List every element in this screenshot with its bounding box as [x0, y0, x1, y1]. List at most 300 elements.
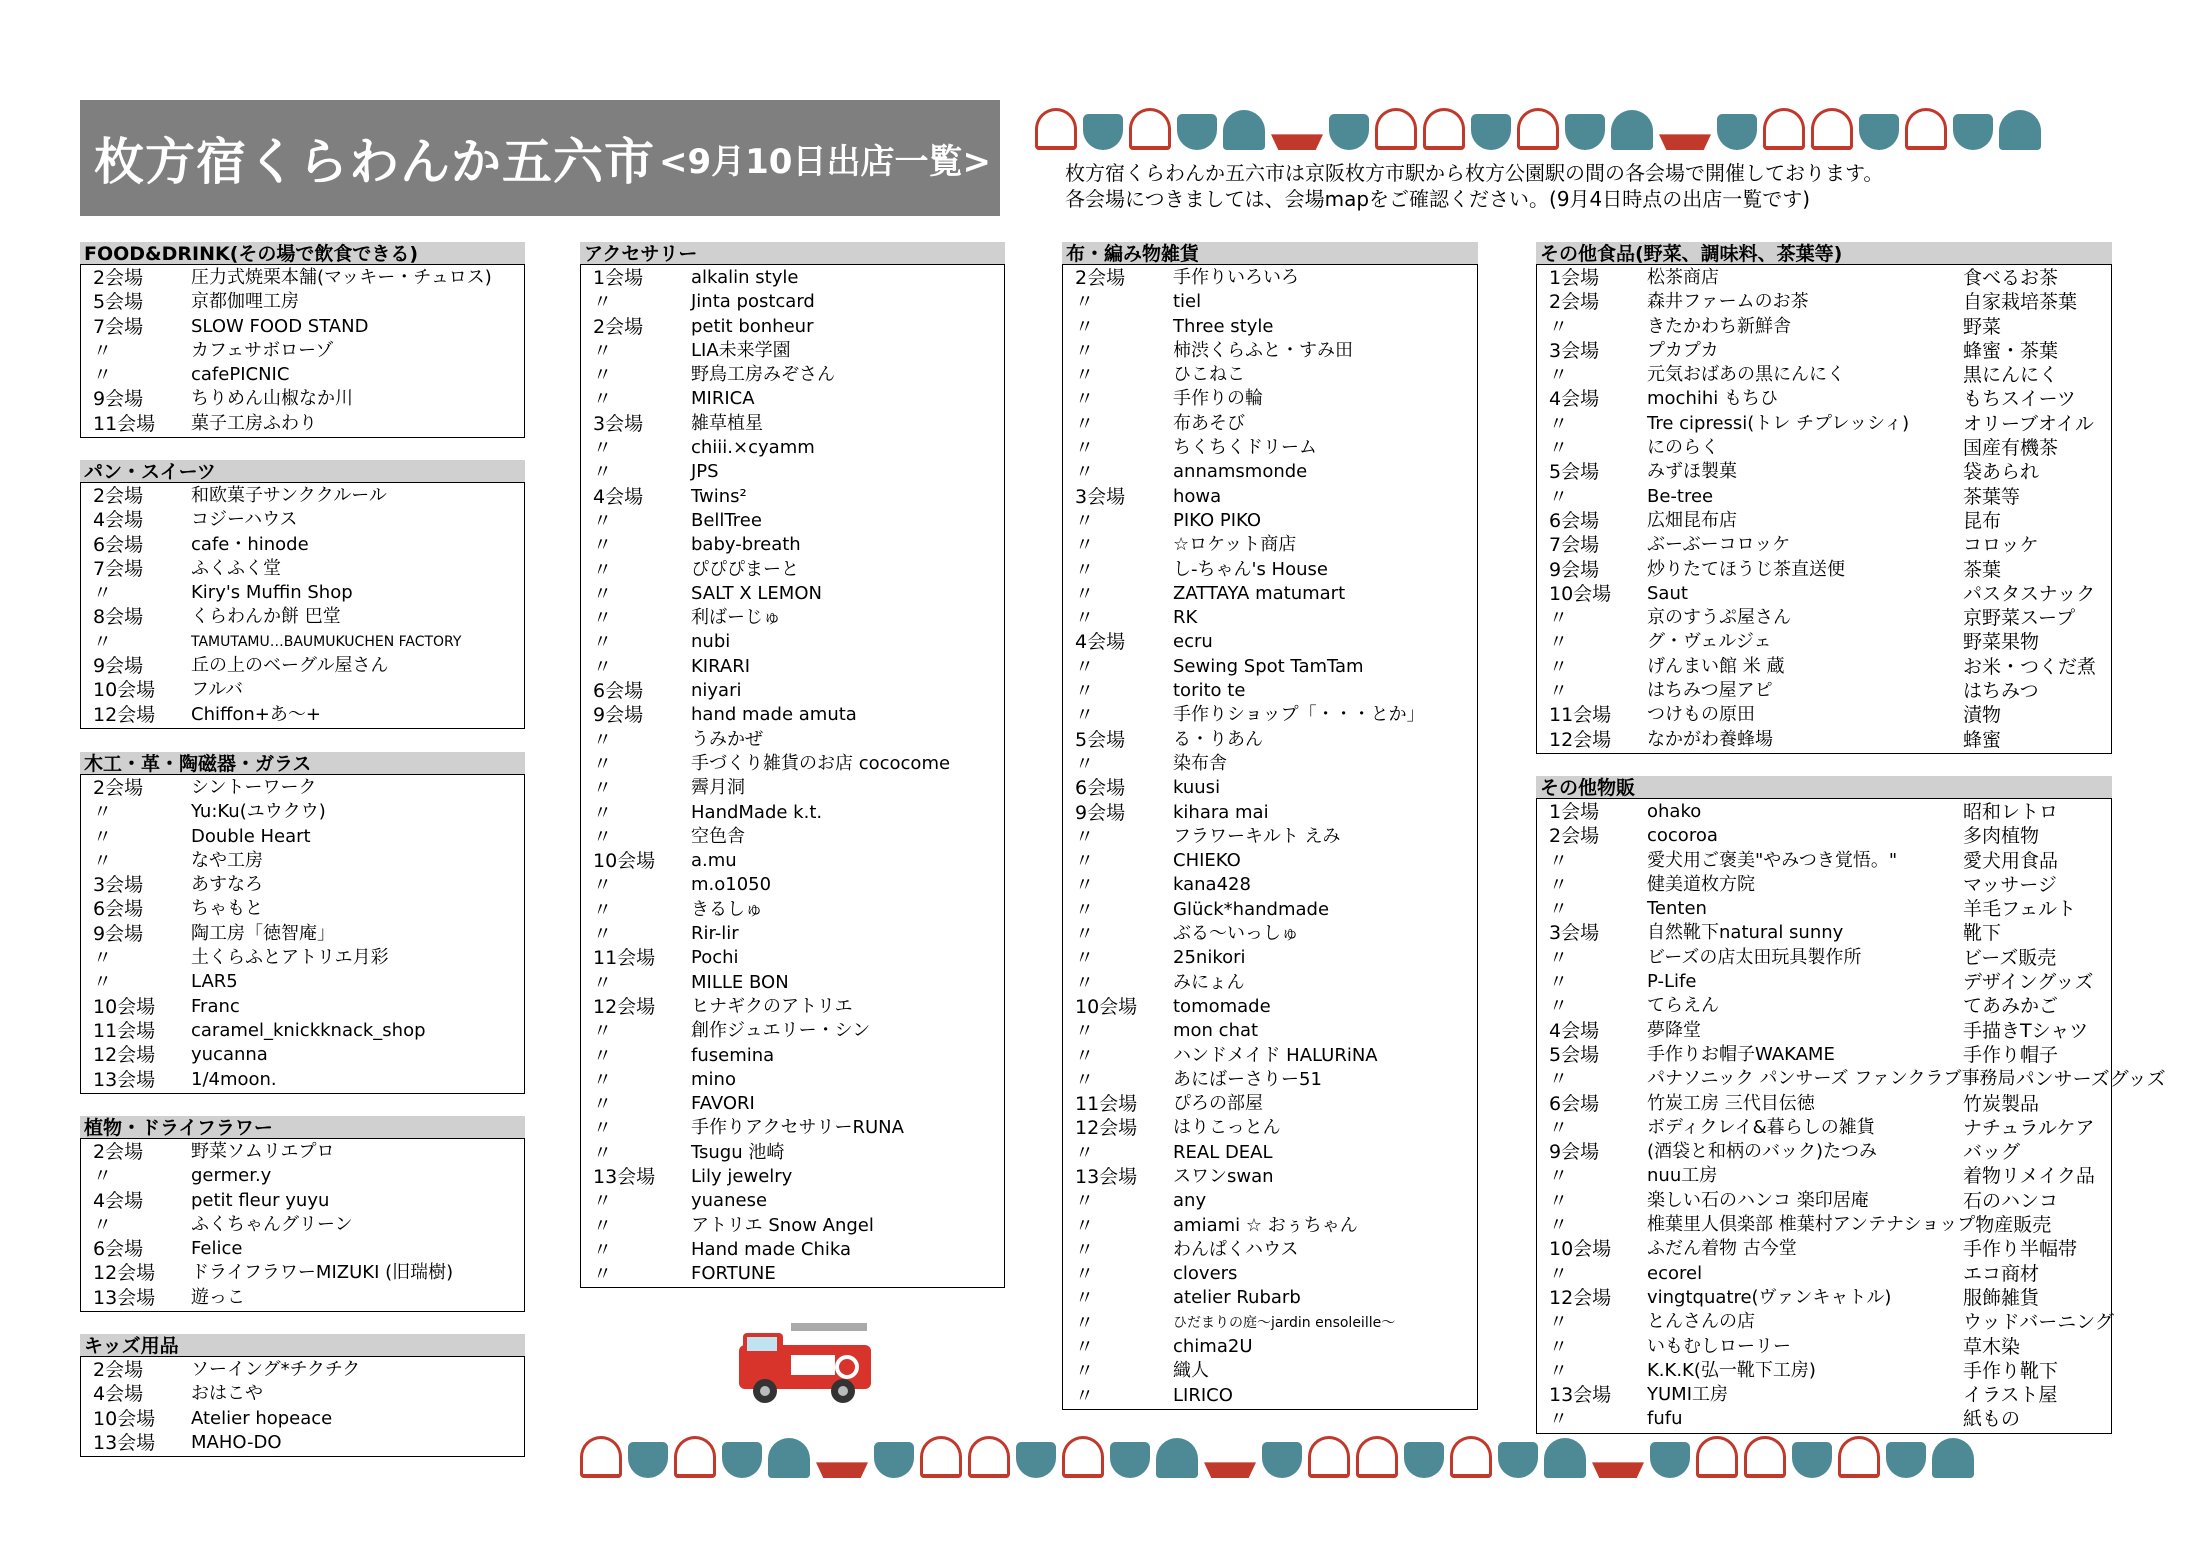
- cup-icon: [1811, 108, 1853, 150]
- list-item: [81, 290, 524, 314]
- list-item: [81, 363, 524, 387]
- list-item: [581, 946, 1004, 970]
- venue-number: 〃: [93, 1213, 113, 1236]
- shop-name: ぴろの部屋: [1173, 1093, 1263, 1115]
- intro-line: 枚方宿くらわんか五六市は京阪枚方市駅から枚方公園駅の間の各会場で開催しております。: [1065, 161, 1884, 185]
- list-item: [1537, 339, 2111, 363]
- venue-number: 6会場: [93, 533, 144, 556]
- venue-number: 〃: [1075, 607, 1095, 630]
- list-item: [1063, 436, 1477, 460]
- item-category: 昭和レトロ: [1963, 801, 2059, 823]
- list-item: [1063, 339, 1477, 363]
- list-item: [1063, 485, 1477, 509]
- shop-name: げんまい館 米 蔵: [1647, 655, 1785, 677]
- shop-name: Be-tree: [1647, 485, 1714, 507]
- shop-name: 健美道枚方院: [1647, 873, 1755, 895]
- shop-name: Twins²: [691, 485, 747, 507]
- list-item: [1537, 1043, 2111, 1067]
- venue-number: 6会場: [1549, 509, 1600, 532]
- shop-name: MAHO-DO: [191, 1431, 282, 1453]
- item-category: イラスト屋: [1963, 1384, 2058, 1407]
- list-item: [581, 339, 1004, 363]
- list-item: [1063, 801, 1477, 825]
- shop-name: KIRARI: [691, 655, 751, 677]
- list-item: [1063, 776, 1477, 800]
- list-item: [1537, 849, 2111, 873]
- item-category: お米・つくだ煮: [1963, 655, 2097, 678]
- shop-name: 利ばーじゅ: [691, 607, 781, 629]
- shop-name: 野菜ソムリエプロ: [191, 1141, 335, 1162]
- shop-name: germer.y: [191, 1165, 272, 1187]
- list-item: [1537, 655, 2111, 679]
- venue-number: 〃: [1075, 1287, 1095, 1310]
- item-category: 蜂蜜: [1963, 728, 2002, 751]
- venue-number: 9会場: [93, 388, 144, 411]
- list-item: [81, 412, 524, 436]
- shop-name: みずほ製菓: [1647, 461, 1737, 483]
- list-item: [1537, 460, 2111, 484]
- list-item: [581, 582, 1004, 606]
- shop-name: LAR5: [191, 971, 238, 993]
- list-item: [1063, 1116, 1477, 1140]
- list-item: [81, 266, 524, 290]
- shop-name: ちくちくドリーム: [1173, 437, 1317, 459]
- cup-icon: [1763, 108, 1805, 150]
- list-item: [1537, 558, 2111, 582]
- list-item: [81, 1286, 524, 1310]
- shop-name: atelier Rubarb: [1173, 1287, 1301, 1309]
- shop-name: PIKO PIKO: [1173, 509, 1262, 531]
- venue-number: 2会場: [1549, 825, 1600, 848]
- venue-number: 〃: [593, 1068, 613, 1091]
- list-item: [1063, 290, 1477, 314]
- pot-icon: [1544, 1438, 1586, 1478]
- cup-icon: [1356, 1436, 1398, 1478]
- shop-name: ソーイング*チクチク: [191, 1359, 361, 1380]
- bowl-icon: [1404, 1442, 1444, 1478]
- venue-number: 2会場: [93, 267, 144, 289]
- cup-icon: [674, 1436, 716, 1478]
- list-item: [81, 605, 524, 629]
- shop-name: 愛犬用ご褒美"やみつき覚悟。": [1647, 849, 1898, 871]
- item-category: マッサージ: [1963, 873, 2057, 896]
- venue-number: 〃: [1075, 874, 1095, 897]
- venue-number: 〃: [1075, 923, 1095, 946]
- list-item: [1537, 315, 2111, 339]
- list-item: [81, 1019, 524, 1043]
- item-category: ビーズ販売: [1963, 946, 2057, 969]
- shop-name: Felice: [191, 1238, 243, 1260]
- venue-number: 〃: [593, 1214, 613, 1237]
- shop-name: フルバ: [191, 679, 244, 701]
- venue-number: 4会場: [93, 509, 144, 532]
- list-item: [1063, 995, 1477, 1019]
- item-category: 石のハンコ: [1963, 1189, 2059, 1212]
- list-item: [581, 971, 1004, 995]
- venue-number: 〃: [1075, 388, 1095, 411]
- list-item: [81, 825, 524, 849]
- bowl-icon: [1953, 114, 1993, 150]
- shop-name: なや工房: [191, 849, 263, 871]
- shop-name: 織人: [1173, 1360, 1209, 1382]
- list-item: [581, 533, 1004, 557]
- list-item: [1063, 752, 1477, 776]
- cup-icon: [1450, 1436, 1492, 1478]
- list-item: [1537, 533, 2111, 557]
- shop-name: 手作りアクセサリーRUNA: [691, 1117, 904, 1139]
- shop-name: (酒袋と和柄のバック)たつみ: [1647, 1141, 1878, 1163]
- section-title: FOOD&DRINK(その場で飲食できる): [80, 242, 525, 264]
- list-item: [81, 1043, 524, 1067]
- shop-name: 圧力式焼栗本舗(マッキー・チュロス): [191, 267, 492, 288]
- shop-name: 元気おばあの黒にんにく: [1647, 364, 1845, 386]
- shop-name: chima2U: [1173, 1336, 1253, 1358]
- shop-name: 広畑昆布店: [1647, 509, 1737, 531]
- shop-name: 25nikori: [1173, 947, 1246, 969]
- venue-number: 〃: [1075, 1336, 1095, 1359]
- shop-name: Tsugu 池崎: [691, 1141, 785, 1163]
- list-item: [81, 508, 524, 532]
- list-item: [81, 678, 524, 702]
- list-item: [1063, 1238, 1477, 1262]
- decoration-bottom: [580, 1428, 1974, 1478]
- venue-number: 〃: [1075, 1384, 1095, 1407]
- venue-number: 〃: [1075, 825, 1095, 848]
- item-category: ナチュラルケア: [1963, 1116, 2095, 1139]
- shop-name: LIA未来学園: [691, 339, 791, 361]
- shop-name: 霽月洞: [691, 777, 745, 799]
- list-item: [1063, 1165, 1477, 1189]
- venue-number: 9会場: [93, 922, 144, 945]
- shop-name: スワンswan: [1173, 1165, 1274, 1187]
- venue-number: 10会場: [1549, 582, 1612, 605]
- item-category: 物産販売: [1975, 1214, 2052, 1237]
- venue-number: 〃: [593, 1044, 613, 1067]
- venue-number: 〃: [1075, 412, 1095, 435]
- shop-name: ボディクレイ&暮らしの雑貨: [1647, 1116, 1875, 1138]
- shop-name: Tre cipressi(トレ チプレッシィ): [1647, 412, 1910, 434]
- list-item: [1537, 994, 2111, 1018]
- list-item: [1537, 897, 2111, 921]
- list-item: [81, 339, 524, 363]
- list-item: [81, 897, 524, 921]
- shop-name: あすなろ: [191, 874, 263, 896]
- item-category: オリーブオイル: [1963, 412, 2094, 435]
- shop-name: yucanna: [191, 1044, 268, 1066]
- shop-name: 松茶商店: [1647, 267, 1719, 288]
- list-item: [81, 873, 524, 897]
- bowl-icon: [1650, 1442, 1690, 1478]
- item-category: 野菜: [1963, 315, 2002, 338]
- list-item: [581, 873, 1004, 897]
- shop-name: petit bonheur: [691, 315, 814, 337]
- shop-name: し-ちゃん's House: [1173, 558, 1328, 580]
- item-category: 蜂蜜・茶葉: [1963, 339, 2059, 362]
- section-list: [80, 482, 525, 729]
- cup-icon: [1375, 108, 1417, 150]
- list-item: [1063, 1068, 1477, 1092]
- item-category: 紙もの: [1963, 1408, 2021, 1431]
- shop-name: ハンドメイド HALURiNA: [1173, 1044, 1378, 1066]
- shop-name: ぶーぶーコロッケ: [1647, 534, 1791, 556]
- item-category: 靴下: [1963, 922, 2002, 945]
- venue-number: 〃: [593, 777, 613, 800]
- shop-name: Tenten: [1647, 898, 1707, 920]
- venue-number: 〃: [593, 874, 613, 897]
- venue-number: 〃: [1549, 898, 1569, 921]
- venue-number: 9会場: [93, 655, 144, 678]
- shop-name: 菓子工房ふわり: [191, 412, 317, 434]
- list-item: [1063, 1044, 1477, 1068]
- list-item: [1063, 558, 1477, 582]
- pot-icon: [1156, 1438, 1198, 1478]
- venue-number: 〃: [93, 947, 113, 970]
- list-item: [1537, 606, 2111, 630]
- shop-name: cafePICNIC: [191, 364, 290, 386]
- item-category: 野菜果物: [1963, 631, 2040, 654]
- item-category: 多肉植物: [1963, 825, 2040, 848]
- list-item: [81, 1382, 524, 1406]
- shop-name: 柿渋くらふと・すみ田: [1173, 339, 1353, 361]
- shop-name: 布あそび: [1173, 412, 1245, 434]
- cup-icon: [1423, 108, 1465, 150]
- venue-number: 13会場: [593, 1165, 656, 1188]
- list-item: [1537, 703, 2111, 727]
- pot-icon: [1932, 1438, 1974, 1478]
- item-category: 手作り半幅帯: [1963, 1238, 2078, 1261]
- shop-name: てらえん: [1647, 995, 1719, 1017]
- venue-number: 7会場: [1549, 534, 1600, 557]
- list-item: [81, 533, 524, 557]
- section-title: 木工・革・陶磁器・ガラス: [80, 752, 525, 774]
- cup-icon: [1517, 108, 1559, 150]
- venue-number: 〃: [1075, 1263, 1095, 1286]
- shop-name: ふくちゃんグリーン: [191, 1213, 353, 1235]
- shop-name: 遊っこ: [191, 1286, 245, 1308]
- shop-name: 創作ジュエリー・シン: [691, 1020, 871, 1042]
- item-category: てあみかご: [1963, 995, 2059, 1018]
- venue-number: 〃: [1075, 315, 1095, 338]
- list-item: [581, 1141, 1004, 1165]
- venue-number: 4会場: [1549, 388, 1600, 411]
- item-category: 手描きTシャツ: [1963, 1019, 2089, 1042]
- shop-name: 夢降堂: [1647, 1019, 1701, 1041]
- venue-number: 12会場: [593, 995, 656, 1018]
- list-item: [1537, 1140, 2111, 1164]
- venue-number: 〃: [1549, 1116, 1569, 1139]
- list-item: [1063, 509, 1477, 533]
- venue-number: 〃: [593, 1020, 613, 1043]
- cup-icon: [1129, 108, 1171, 150]
- shop-name: グ・ヴェルジェ: [1647, 631, 1772, 653]
- shop-name: コジーハウス: [191, 509, 298, 531]
- section-list: [80, 774, 525, 1094]
- list-item: [1537, 679, 2111, 703]
- shop-name: Double Heart: [191, 825, 311, 847]
- item-category: パンサーズグッズ: [2015, 1068, 2166, 1091]
- venue-number: 〃: [1075, 291, 1095, 314]
- venue-number: 〃: [1075, 947, 1095, 970]
- cup-icon: [1062, 1436, 1104, 1478]
- venue-number: 〃: [93, 1165, 113, 1188]
- venue-number: 10会場: [593, 850, 656, 873]
- venue-number: 〃: [593, 461, 613, 484]
- venue-number: 〃: [1075, 1190, 1095, 1213]
- venue-number: 4会場: [593, 485, 644, 508]
- list-item: [581, 387, 1004, 411]
- item-category: 袋あられ: [1963, 461, 2040, 484]
- venue-number: 12会場: [93, 1262, 156, 1285]
- fire-truck-icon: [735, 1315, 875, 1405]
- list-item: [581, 460, 1004, 484]
- venue-number: 〃: [593, 1117, 613, 1140]
- item-category: はちみつ: [1963, 680, 2039, 703]
- shop-name: YUMI工房: [1647, 1384, 1729, 1406]
- section-title: キッズ用品: [80, 1334, 525, 1356]
- venue-number: 11会場: [593, 947, 656, 970]
- cup-icon: [1838, 1436, 1880, 1478]
- list-item: [581, 606, 1004, 630]
- list-item: [1537, 290, 2111, 314]
- list-item: [1063, 873, 1477, 897]
- shop-name: 手づくり雑貨のお店 cococome: [691, 752, 951, 774]
- venue-number: 〃: [593, 1093, 613, 1116]
- shop-name: 和欧菓子サンククルール: [191, 485, 387, 506]
- shop-name: Pochi: [691, 947, 739, 969]
- shop-name: アトリエ Snow Angel: [691, 1214, 874, 1236]
- section-title: その他食品(野菜、調味料、茶葉等): [1536, 242, 2112, 264]
- venue-number: 6会場: [593, 680, 644, 703]
- shop-name: vingtquatre(ヴァンキャトル): [1647, 1286, 1892, 1308]
- venue-number: 〃: [1075, 364, 1095, 387]
- venue-number: 〃: [593, 339, 613, 362]
- shop-name: 1/4moon.: [191, 1068, 277, 1090]
- shop-name: 手作りいろいろ: [1173, 267, 1299, 288]
- list-item: [1063, 922, 1477, 946]
- shop-name: はちみつ屋アピ: [1647, 680, 1773, 702]
- shop-name: ふくふく堂: [191, 557, 281, 579]
- shop-name: annamsmonde: [1173, 461, 1308, 483]
- venue-number: 〃: [1075, 850, 1095, 873]
- shop-name: きたかわち新鮮舎: [1647, 315, 1791, 337]
- list-item: [1537, 1310, 2114, 1334]
- venue-number: 〃: [93, 825, 113, 848]
- venue-number: 〃: [593, 364, 613, 387]
- venue-number: 〃: [1549, 1359, 1569, 1382]
- list-item: [1063, 460, 1477, 484]
- venue-number: 〃: [1075, 655, 1095, 678]
- shop-name: 京のすうぷ屋さん: [1647, 607, 1791, 629]
- list-item: [1063, 582, 1477, 606]
- venue-number: 10会場: [93, 1407, 156, 1430]
- list-item: [1063, 1384, 1477, 1408]
- shop-name: niyari: [691, 680, 742, 702]
- shop-name: くらわんか餅 巴堂: [191, 606, 341, 628]
- venue-number: 〃: [593, 1238, 613, 1261]
- list-item: [581, 655, 1004, 679]
- list-item: [1063, 412, 1477, 436]
- shop-name: 空色舎: [691, 825, 745, 847]
- venue-number: 〃: [1075, 1020, 1095, 1043]
- shop-name: SALT X LEMON: [691, 582, 822, 604]
- list-item: [1537, 266, 2111, 290]
- shop-name: 染布舎: [1173, 752, 1227, 774]
- venue-number: 〃: [1549, 655, 1569, 678]
- venue-number: 4会場: [1549, 1019, 1600, 1042]
- shop-name: Sewing Spot TamTam: [1173, 655, 1364, 677]
- venue-number: 4会場: [93, 1189, 144, 1212]
- venue-number: 〃: [1075, 971, 1095, 994]
- list-item: [1063, 679, 1477, 703]
- item-category: パスタスナック: [1963, 582, 2096, 605]
- venue-number: 〃: [593, 1190, 613, 1213]
- list-item: [581, 290, 1004, 314]
- list-item: [1537, 1116, 2111, 1140]
- shop-name: K.K.K(弘一靴下工房): [1647, 1359, 1816, 1381]
- list-item: [581, 436, 1004, 460]
- venue-number: 〃: [1075, 509, 1095, 532]
- shop-name: はりこっとん: [1173, 1117, 1281, 1139]
- shop-name: 手作りショップ「・・・とか」: [1173, 704, 1425, 726]
- bowl-icon: [628, 1442, 668, 1478]
- shop-name: ふだん着物 古今堂: [1647, 1238, 1797, 1260]
- venue-number: 〃: [1549, 437, 1569, 460]
- list-item: [81, 946, 524, 970]
- venue-number: 2会場: [1549, 291, 1600, 314]
- venue-number: 13会場: [93, 1068, 156, 1091]
- item-category: 食べるお茶: [1963, 267, 2059, 289]
- item-category: 草木染: [1963, 1335, 2021, 1358]
- venue-number: 8会場: [93, 606, 144, 629]
- venue-number: 12会場: [1549, 1286, 1612, 1309]
- shop-name: みにょん: [1173, 971, 1245, 993]
- venue-number: 〃: [1549, 873, 1569, 896]
- item-category: 茶葉等: [1963, 485, 2021, 508]
- pot-icon: [1223, 110, 1265, 150]
- venue-number: 〃: [593, 631, 613, 654]
- shop-name: cafe・hinode: [191, 533, 309, 555]
- venue-number: 〃: [1549, 680, 1569, 703]
- venue-number: 7会場: [93, 557, 144, 580]
- list-item: [1063, 630, 1477, 654]
- venue-number: 13会場: [1549, 1384, 1612, 1407]
- venue-number: 12会場: [93, 1044, 156, 1067]
- section-list: [80, 264, 525, 438]
- shop-name: Three style: [1173, 315, 1274, 337]
- venue-number: 11会場: [93, 1019, 156, 1042]
- venue-number: 〃: [593, 558, 613, 581]
- venue-number: 2会場: [93, 1141, 144, 1163]
- shop-name: 京都伽哩工房: [191, 291, 299, 313]
- venue-number: 6会場: [1549, 1092, 1600, 1115]
- list-item: [81, 557, 524, 581]
- cup-icon: [1744, 1436, 1786, 1478]
- intro-line: 各会場につきましては、会場mapをご確認ください。(9月4日時点の出店一覧です): [1065, 187, 1811, 211]
- venue-number: 〃: [1549, 1189, 1569, 1212]
- item-category: 着物リメイク品: [1963, 1165, 2095, 1188]
- list-item: [81, 387, 524, 411]
- venue-number: 5会場: [1549, 1043, 1600, 1066]
- pot-icon: [1611, 110, 1653, 150]
- list-item: [581, 363, 1004, 387]
- section-kids: [80, 1334, 525, 1457]
- list-item: [81, 1068, 524, 1092]
- list-item: [1537, 436, 2111, 460]
- list-item: [81, 1213, 524, 1237]
- boat-icon: [1592, 1452, 1644, 1478]
- venue-number: 〃: [593, 655, 613, 678]
- venue-number: 〃: [593, 388, 613, 411]
